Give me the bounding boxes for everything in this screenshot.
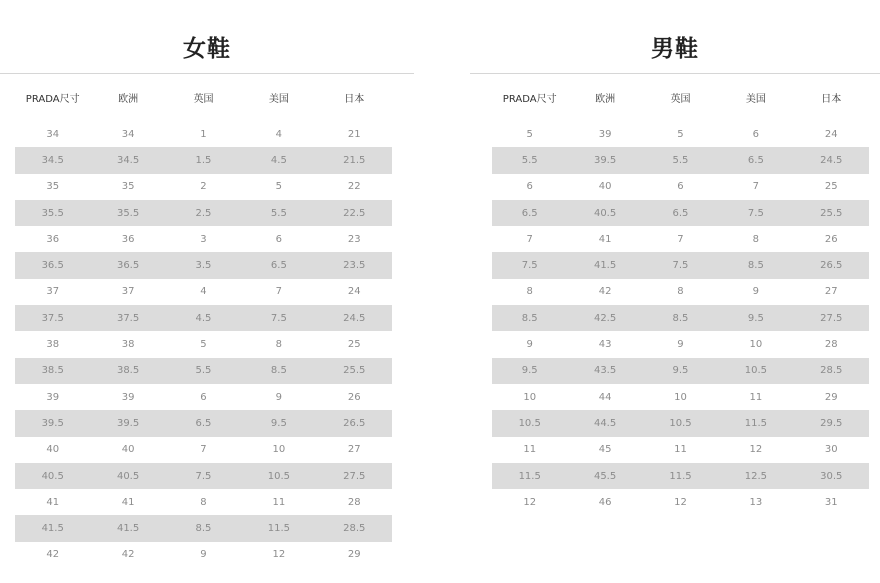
size-cell-prada-size: 39.5 [15,410,90,436]
size-cell-jp: 26 [347,391,361,403]
table-row [15,437,392,463]
men-panel-title: 男鞋 [651,35,699,62]
size-cell-uk: 7.5 [166,463,241,489]
size-cell-uk: 11.5 [643,463,718,489]
size-cell-eu: 34.5 [90,147,165,173]
size-cell-uk: 4 [200,286,207,298]
size-cell-eu: 40 [598,181,612,193]
size-cell-eu: 39.5 [90,410,165,436]
size-cell-jp: 21 [347,128,361,140]
size-cell-jp: 27.5 [317,463,392,489]
size-cell-us: 11 [272,496,286,508]
size-cell-prada-size: 40.5 [15,463,90,489]
size-cell-uk: 5 [677,128,684,140]
size-cell-prada-size: 38.5 [15,358,90,384]
table-row [492,410,869,436]
size-cell-eu: 44 [598,391,612,403]
table-row [492,358,869,384]
size-cell-uk: 7 [200,444,207,456]
size-cell-us: 6.5 [718,147,793,173]
size-cell-eu: 41 [121,496,135,508]
size-cell-eu: 42 [598,286,612,298]
column-header-prada-size: PRADA尺寸 [25,93,80,105]
size-cell-us: 11 [749,391,763,403]
size-cell-jp: 31 [824,496,838,508]
size-cell-eu: 36.5 [90,252,165,278]
size-cell-eu: 41.5 [90,515,165,541]
size-cell-prada-size: 10.5 [492,410,567,436]
size-cell-uk: 4.5 [166,305,241,331]
size-cell-uk: 8.5 [643,305,718,331]
table-row [492,489,869,515]
size-cell-prada-size: 11.5 [492,463,567,489]
size-cell-us: 11.5 [241,515,316,541]
size-cell-jp: 28 [824,339,838,351]
size-cell-jp: 25.5 [317,358,392,384]
size-cell-us: 10.5 [718,358,793,384]
women-panel-title: 女鞋 [183,35,231,62]
size-cell-us: 6.5 [241,252,316,278]
table-row [15,200,392,226]
table-row [492,200,869,226]
size-cell-us: 11.5 [718,410,793,436]
size-cell-jp: 27.5 [794,305,869,331]
table-row [15,463,392,489]
size-cell-us: 9.5 [718,305,793,331]
size-cell-eu: 35 [121,181,135,193]
size-cell-uk: 9 [677,339,684,351]
size-cell-uk: 10 [674,391,687,403]
size-cell-jp: 26.5 [317,410,392,436]
size-cell-jp: 27 [347,444,361,456]
size-cell-us: 7 [275,286,283,298]
size-cell-eu: 46 [598,496,612,508]
size-cell-prada-size: 35 [46,181,60,193]
table-row [15,174,392,200]
size-cell-us: 7 [752,181,760,193]
column-header-uk: 英国 [193,93,214,105]
size-cell-prada-size: 39 [46,391,60,403]
size-cell-us: 7.5 [241,305,316,331]
size-cell-us: 9 [275,391,283,403]
size-cell-jp: 29 [824,391,838,403]
size-cell-jp: 26.5 [794,252,869,278]
size-cell-uk: 9 [200,549,207,561]
size-cell-prada-size: 38 [46,339,60,351]
column-header-eu: 欧洲 [118,93,139,105]
size-cell-prada-size: 10 [523,391,537,403]
size-cell-eu: 38 [121,339,135,351]
size-cell-us: 8 [752,233,760,245]
size-cell-prada-size: 6 [526,181,533,193]
size-cell-jp: 24 [347,286,361,298]
table-row [492,437,869,463]
size-cell-uk: 7.5 [643,252,718,278]
size-cell-eu: 35.5 [90,200,165,226]
size-cell-uk: 3 [200,233,207,245]
table-row [15,331,392,357]
size-cell-us: 8.5 [241,358,316,384]
size-cell-prada-size: 11 [523,444,537,456]
size-cell-uk: 7 [677,233,684,245]
table-row [492,463,869,489]
size-cell-eu: 45.5 [567,463,642,489]
size-cell-uk: 3.5 [166,252,241,278]
size-cell-jp: 24.5 [317,305,392,331]
size-cell-us: 5 [275,181,283,193]
size-cell-jp: 25 [347,339,361,351]
size-cell-us: 10 [749,339,763,351]
size-cell-prada-size: 7 [526,233,533,245]
size-cell-uk: 9.5 [643,358,718,384]
women-size-table [15,84,392,568]
size-cell-jp: 24 [824,128,838,140]
size-cell-eu: 41.5 [567,252,642,278]
size-cell-prada-size: 5 [526,128,533,140]
size-cell-prada-size: 7.5 [492,252,567,278]
table-row [15,542,392,568]
size-cell-us: 10 [272,444,286,456]
size-cell-us: 4 [275,128,283,140]
size-cell-prada-size: 6.5 [492,200,567,226]
size-cell-uk: 8.5 [166,515,241,541]
table-row [492,226,869,252]
table-row [492,174,869,200]
size-cell-eu: 39 [121,391,135,403]
size-cell-prada-size: 9 [526,339,533,351]
size-cell-jp: 21.5 [317,147,392,173]
column-header-us: 美国 [745,93,766,105]
size-cell-prada-size: 36 [46,233,60,245]
size-cell-eu: 40 [121,444,135,456]
women-header-row [15,84,392,110]
size-cell-us: 6 [275,233,283,245]
table-row [492,121,869,147]
size-cell-prada-size: 8.5 [492,305,567,331]
men-size-table [492,84,869,515]
table-row [492,279,869,305]
size-cell-uk: 10.5 [643,410,718,436]
size-cell-jp: 28.5 [794,358,869,384]
size-cell-us: 12.5 [718,463,793,489]
size-cell-prada-size: 41.5 [15,515,90,541]
size-cell-us: 9.5 [241,410,316,436]
size-cell-uk: 1.5 [166,147,241,173]
size-cell-uk: 1 [200,128,207,140]
size-cell-prada-size: 5.5 [492,147,567,173]
column-header-eu: 欧洲 [595,93,616,105]
size-cell-eu: 43 [598,339,612,351]
size-cell-jp: 25 [824,181,838,193]
size-cell-us: 10.5 [241,463,316,489]
table-row [15,384,392,410]
size-cell-eu: 45 [598,444,612,456]
size-cell-prada-size: 42 [46,549,60,561]
size-cell-prada-size: 34.5 [15,147,90,173]
size-cell-eu: 39 [598,128,612,140]
size-cell-us: 13 [749,496,763,508]
size-cell-uk: 12 [674,496,687,508]
column-header-uk: 英国 [670,93,691,105]
size-cell-us: 6 [752,128,760,140]
size-cell-prada-size: 40 [46,444,60,456]
size-cell-jp: 23 [347,233,361,245]
table-row [15,226,392,252]
women-title-divider [0,73,414,74]
table-row [15,489,392,515]
size-cell-us: 12 [272,549,286,561]
table-row [15,358,392,384]
size-cell-prada-size: 12 [523,496,537,508]
table-row [15,121,392,147]
table-row [492,305,869,331]
size-cell-us: 5.5 [241,200,316,226]
size-cell-eu: 39.5 [567,147,642,173]
table-row [492,252,869,278]
table-row [15,147,392,173]
size-cell-uk: 6.5 [643,200,718,226]
size-cell-us: 4.5 [241,147,316,173]
size-cell-prada-size: 41 [46,496,60,508]
size-cell-jp: 24.5 [794,147,869,173]
size-cell-eu: 42.5 [567,305,642,331]
size-cell-us: 8.5 [718,252,793,278]
size-cell-prada-size: 8 [526,286,533,298]
size-cell-jp: 29 [347,549,361,561]
column-header-jp: 日本 [344,93,365,105]
size-cell-uk: 5.5 [643,147,718,173]
size-cell-prada-size: 37.5 [15,305,90,331]
size-cell-prada-size: 36.5 [15,252,90,278]
men-title-divider [470,73,880,74]
size-cell-jp: 23.5 [317,252,392,278]
table-row [15,410,392,436]
size-cell-uk: 5.5 [166,358,241,384]
size-cell-jp: 26 [824,233,838,245]
size-cell-eu: 37.5 [90,305,165,331]
size-cell-eu: 42 [121,549,135,561]
size-cell-us: 8 [275,339,283,351]
table-row [15,279,392,305]
size-cell-prada-size: 34 [46,128,60,140]
size-cell-uk: 8 [200,496,207,508]
column-header-us: 美国 [268,93,289,105]
table-row [15,252,392,278]
size-cell-us: 12 [749,444,763,456]
size-cell-jp: 22.5 [317,200,392,226]
size-cell-eu: 43.5 [567,358,642,384]
size-cell-jp: 25.5 [794,200,869,226]
size-cell-prada-size: 35.5 [15,200,90,226]
size-cell-uk: 2.5 [166,200,241,226]
size-cell-uk: 2 [200,181,207,193]
size-cell-jp: 22 [347,181,361,193]
table-row [492,147,869,173]
size-cell-jp: 28.5 [317,515,392,541]
size-cell-jp: 30.5 [794,463,869,489]
size-cell-prada-size: 37 [46,286,60,298]
column-header-prada-size: PRADA尺寸 [502,93,557,105]
size-cell-jp: 28 [347,496,361,508]
size-cell-jp: 27 [824,286,838,298]
column-header-jp: 日本 [821,93,842,105]
size-cell-eu: 41 [598,233,612,245]
size-cell-eu: 44.5 [567,410,642,436]
size-cell-eu: 36 [121,233,135,245]
size-cell-eu: 38.5 [90,358,165,384]
size-cell-uk: 6.5 [166,410,241,436]
size-cell-uk: 8 [677,286,684,298]
size-cell-jp: 29.5 [794,410,869,436]
size-cell-us: 9 [752,286,760,298]
size-cell-jp: 30 [824,444,838,456]
size-cell-prada-size: 9.5 [492,358,567,384]
size-cell-uk: 6 [677,181,684,193]
table-row [15,515,392,541]
size-cell-eu: 40.5 [90,463,165,489]
size-cell-uk: 6 [200,391,207,403]
size-cell-us: 7.5 [718,200,793,226]
size-cell-eu: 37 [121,286,135,298]
table-row [492,331,869,357]
size-cell-eu: 40.5 [567,200,642,226]
size-cell-eu: 34 [121,128,135,140]
table-row [492,384,869,410]
size-cell-uk: 11 [674,444,687,456]
table-row [15,305,392,331]
men-header-row [492,84,869,110]
size-cell-uk: 5 [200,339,207,351]
